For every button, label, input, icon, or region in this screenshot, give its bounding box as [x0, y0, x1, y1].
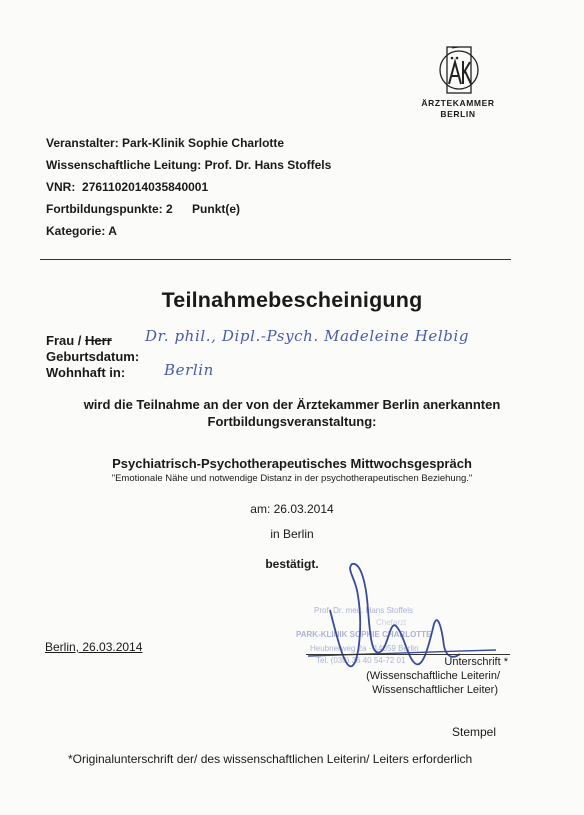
- event-title: Psychiatrisch-Psychotherapeutisches Mittwochsgespräch: [112, 456, 472, 471]
- kategorie: Kategorie: A: [46, 224, 117, 238]
- footnote: *Originalunterschrift der/ des wissenschaftlichen Leiterin/ Leiters erforderlich: [68, 752, 473, 766]
- wohnort-handwritten: Berlin: [164, 361, 214, 379]
- vnr-label: VNR:: [46, 180, 76, 194]
- body-line2: Fortbildungsveranstaltung:: [207, 414, 377, 429]
- vnr-value: 2761102014035840001: [82, 180, 209, 194]
- aerztekammer-logo: [408, 44, 508, 120]
- stamp-line4: Heubnerweg 2a · 14059 Berlin: [310, 644, 419, 653]
- stempel-label: Stempel: [452, 725, 497, 739]
- stamp-line2: Chefarzt: [376, 618, 407, 627]
- signature-line: [306, 654, 510, 655]
- page-title: Teilnahmebescheinigung: [161, 288, 423, 312]
- name-handwritten: Dr. phil., Dipl.-Psych. Madeleine Helbig: [145, 327, 470, 345]
- veranstalter: Veranstalter: Park-Klinik Sophie Charlotte: [46, 136, 285, 150]
- logo-text-line2: BERLIN: [440, 109, 476, 119]
- event-place: in Berlin: [270, 527, 314, 541]
- punkte-unit: Punkt(e): [192, 202, 241, 216]
- stamp-line1: Prof. Dr. med. Hans Stoffels: [314, 606, 414, 615]
- vnr-row: [46, 180, 208, 194]
- signature-role1: (Wissenschaftliche Leiterin/: [366, 670, 500, 682]
- signature-label: Unterschrift *: [444, 656, 508, 668]
- fortbildungspunkte-row: [46, 202, 240, 216]
- event-date: am: 26.03.2014: [250, 502, 334, 516]
- punkte-label: Fortbildungspunkte:: [46, 202, 163, 216]
- place-date: Berlin, 26.03.2014: [45, 640, 143, 654]
- anrede-frau: Frau /: [46, 333, 82, 348]
- confirmed: bestätigt.: [265, 557, 319, 571]
- stamp-line3: PARK-KLINIK SOPHIE CHARLOTTE: [296, 630, 432, 639]
- punkte-value: 2: [166, 202, 173, 216]
- stamp-line5: Tel. (030) 36 40 54-72 01: [316, 656, 406, 665]
- aerztekammer-logo-icon: [436, 44, 480, 98]
- body-line1: wird die Teilnahme an der von der Ärztekammer Berlin anerkannten: [83, 397, 501, 412]
- event-subtitle: "Emotionale Nähe und notwendige Distanz in der psychotherapeutischen Beziehung.": [111, 473, 473, 484]
- field-geburtsdatum: Geburtsdatum:: [46, 349, 140, 364]
- divider: [40, 259, 511, 260]
- signature-role2: Wissenschaftlicher Leiter): [372, 684, 498, 696]
- anrede-herr: Herr: [85, 333, 112, 348]
- logo-text-line1: ÄRZTEKAMMER: [421, 98, 495, 108]
- wissenschaftliche-leitung: Wissenschaftliche Leitung: Prof. Dr. Hans Stoffels: [46, 158, 332, 172]
- field-wohnhaft: Wohnhaft in:: [46, 365, 126, 380]
- field-anrede: [46, 333, 112, 348]
